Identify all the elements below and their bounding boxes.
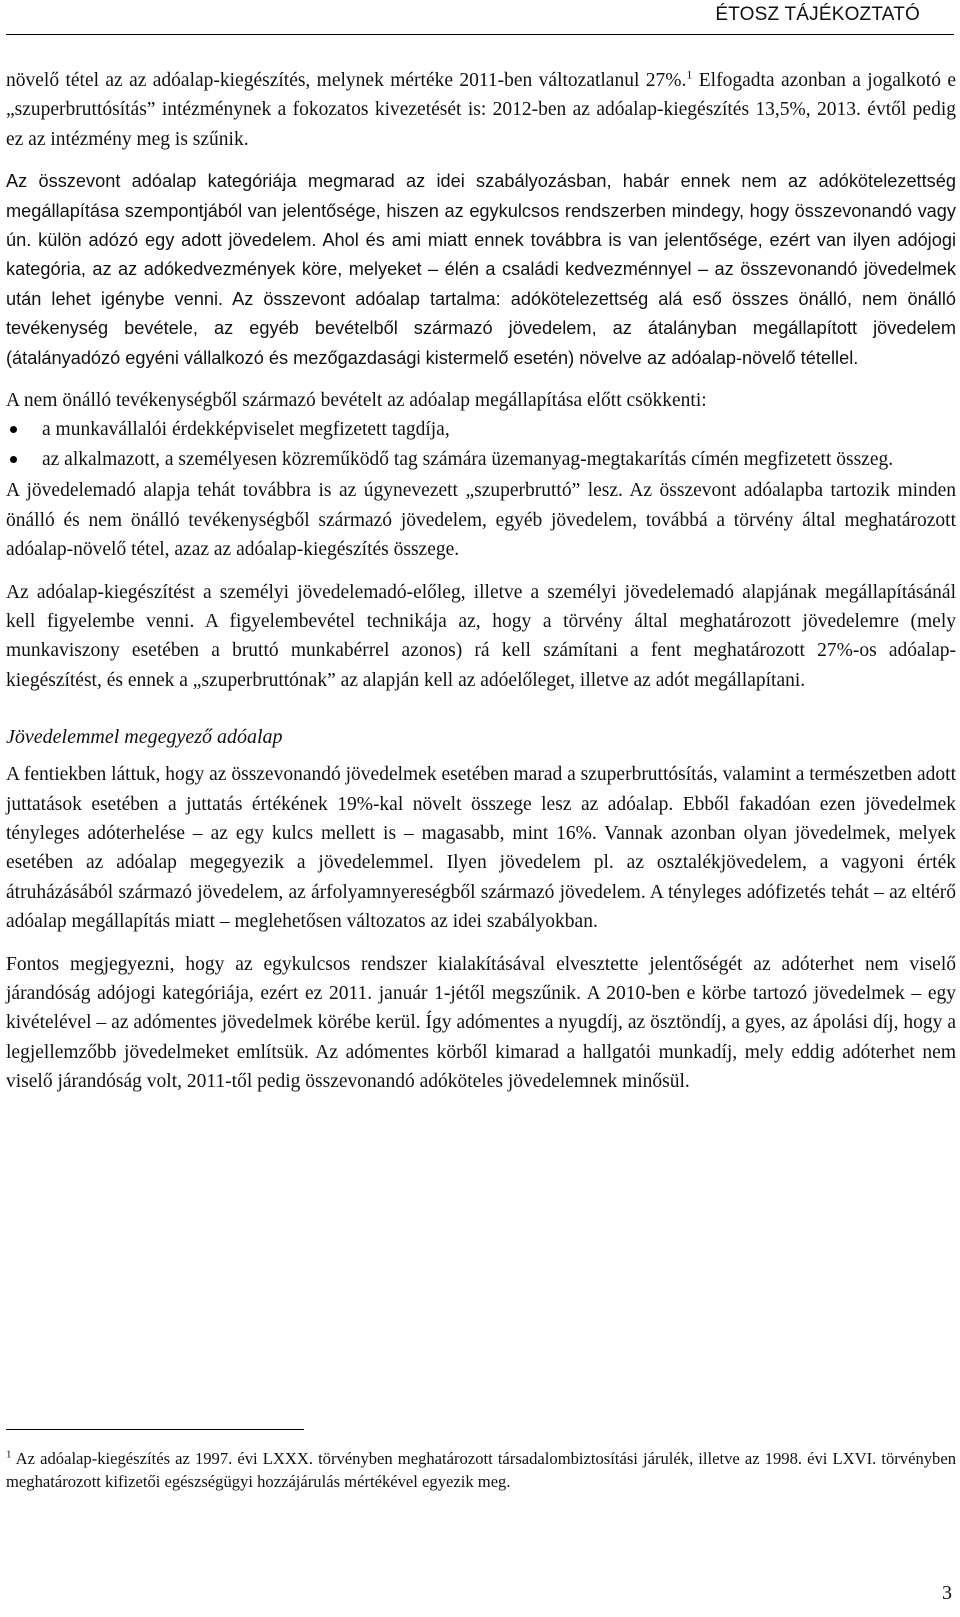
paragraph-4: A jövedelemadó alapja tehát továbbra is az úgynevezett „szuperbruttó” lesz. Az összevont adóalapba tartozik minden önálló és nem önálló tevékenységből származó jövedelem, egyéb jövedelem, továbbá a törvény által meghatározott adóalap-növelő tétel, azaz az adóalap-kiegészítés összege. xyxy=(6,480,956,561)
footnote xyxy=(6,1447,956,1493)
body-text xyxy=(6,66,956,1110)
paragraph-1 xyxy=(6,66,956,154)
bullet-icon xyxy=(10,456,17,463)
page-number: 3 xyxy=(942,1582,952,1604)
header-rule xyxy=(6,34,954,35)
paragraph-1-text-cont: Elfogadta azonban a jogalkotó e „szuperbruttósítás” intézménynek a fokozatos kivezetését is: 2012-ben az adóalap-kiegészítés 13,5%, 2013. évtől pedig ez az intézmény meg is szűnik. xyxy=(6,70,956,150)
paragraph-3-intro: A nem önálló tevékenységből származó bevételt az adóalap megállapítása előtt csökkenti: xyxy=(6,390,707,412)
section-heading: Jövedelemmel megegyező adóalap xyxy=(6,726,283,749)
footnote-rule xyxy=(6,1429,304,1430)
footnote-text: Az adóalap-kiegészítés az 1997. évi LXXX. törvényben meghatározott társadalombiztosítási járulék, illetve az 1998. évi LXVI. törvényben meghatározott kifizetői egészségügyi hozzájárulás mértékével egyezik meg. xyxy=(6,1449,956,1491)
list-item xyxy=(6,415,956,444)
list-item-text: a munkavállalói érdekképviselet megfizetett tagdíja, xyxy=(42,419,450,441)
footnote-reference[interactable]: 1 xyxy=(686,67,693,82)
paragraph-5: Az adóalap-kiegészítést a személyi jövedelemadó-előleg, illetve a személyi jövedelemadó alapjának megállapításánál kell figyelembe venni. A figyelembevétel technikája az, hogy a törvény által meghatározott jövedelemre (mely munkaviszony esetében a bruttó munkabérrel azonos) rá kell számítani a fent meghatározott 27%-os adóalap-kiegészítést, és ennek a „szuperbruttónak” az alapján kell az adóelőleget, illetve az adót megállapítani. xyxy=(6,581,956,691)
bullet-list xyxy=(6,415,956,474)
paragraph-2: Az összevont adóalap kategóriája megmarad az idei szabályozásban, habár ennek nem az adókötelezettség megállapítása szempontjából van jelentősége, hiszen az egykulcsos rendszerben mindegy, hogy összevonandó vagy ún. külön adózó egy adott jövedelem. Ahol és ami miatt ennek továbbra is van jelentősége, ezért van ilyen adójogi kategória, az az adókedvezmények köre, melyeket – élén a családi kedvezménnyel – az összevonandó jövedelmek után lehet igénybe venni. Az összevont adóalap tartalma: adókötelezettség alá eső összes önálló, nem önálló tevékenység bevétele, az egyéb bevételből származó jövedelem, az átalányban megállapított jövedelem (átalányadózó egyéni vállalkozó és mezőgazdasági kistermelő esetén) növelve az adóalap-növelő tétellel. xyxy=(6,171,956,368)
running-header: ÉTOSZ TÁJÉKOZTATÓ xyxy=(715,4,920,25)
paragraph-1-text: növelő tétel az az adóalap-kiegészítés, melynek mértéke 2011-ben változatlanul 27%. xyxy=(6,70,687,91)
paragraph-6: A fentiekben láttuk, hogy az összevonandó jövedelmek esetében marad a szuperbruttósítás, valamint a természetben adott juttatások esetében a juttatás értékének 19%-kal növelt összege lesz az adóalap. Ebből fakadóan ezen jövedelmek tényleges adóterhelése – az egy kulcs mellett is – magasabb, mint 16%. Vannak azonban olyan jövedelmek, melyek esetében az adóalap megegyezik a jövedelemmel. Ilyen jövedelem pl. az osztalékjövedelem, a vagyoni érték átruházásából származó jövedelem, az árfolyamnyereségből származó jövedelem. A tényleges adófizetés tehát – az eltérő adóalap megállapítás miatt – meglehetősen változatos az idei szabályokban. xyxy=(6,764,956,933)
paragraph-7: Fontos megjegyezni, hogy az egykulcsos rendszer kialakításával elvesztette jelentőségét az adóterhet nem viselő járandóság adójogi kategóriája, ezért ez 2011. január 1-jétől megszűnik. A 2010-ben e körbe tartozó jövedelmek – egy kivételével – az adómentes jövedelmek körébe kerül. Így adómentes a nyugdíj, az ösztöndíj, a gyes, az ápolási díj, hogy a legjellemzőbb jövedelmeket említsük. Az adómentes körből kimarad a hallgatói munkadíj, mely eddig adóterhet nem viselő járandóság volt, 2011-től pedig összevonandó adóköteles jövedelemnek minősül. xyxy=(6,953,956,1093)
footnote-marker: 1 xyxy=(6,1448,12,1461)
list-item-text: az alkalmazott, a személyesen közreműködő tag számára üzemanyag-megtakarítás címén megfizetett összeg. xyxy=(42,448,894,470)
list-item xyxy=(6,445,956,474)
bullet-icon xyxy=(10,426,17,433)
